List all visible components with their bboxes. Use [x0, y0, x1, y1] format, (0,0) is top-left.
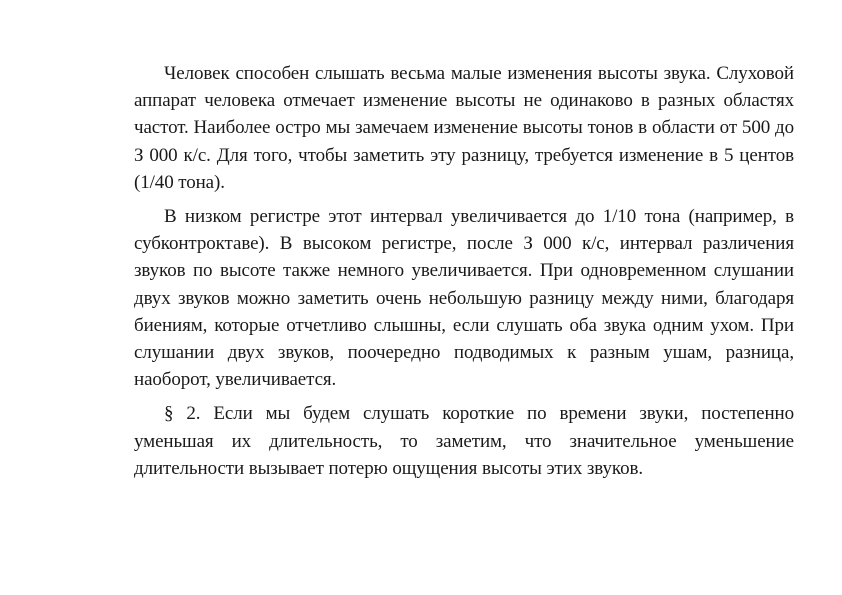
paragraph-register-interval: В низком регистре этот интервал увеличивается до 1/10 тона (например, в субконтроктаве). В высоком регистре, после З 000 к/с, интервал различения звуков по высоте также немного увеличивается. При одновременном слушании двух звуков можно заметить очень небольшую разницу между ними, благодаря биениям, которые отчетливо слышны, если слушать оба звука одним ухом. При слушании двух звуков, поочередно подводимых к разным ушам, разница, наоборот, увеличивается. [134, 206, 794, 391]
document-body [134, 60, 794, 489]
paragraph-section-2: § 2. Если мы будем слушать короткие по времени звуки, постепенно уменьшая их длительность, то заметим, что значительное уменьшение длительности вызывает потерю ощущения высоты этих звуков. [134, 403, 794, 479]
paragraph-pitch-sensitivity: Человек способен слышать весьма малые изменения высоты звука. Слуховой аппарат человека отмечает изменение высоты не одинаково в разных областях частот. Наиболее остро мы замечаем изменение высоты тонов в области от 500 до З 000 к/с. Для того, чтобы заметить эту разницу, требуется изменение в 5 центов (1/40 тона). [134, 63, 794, 193]
